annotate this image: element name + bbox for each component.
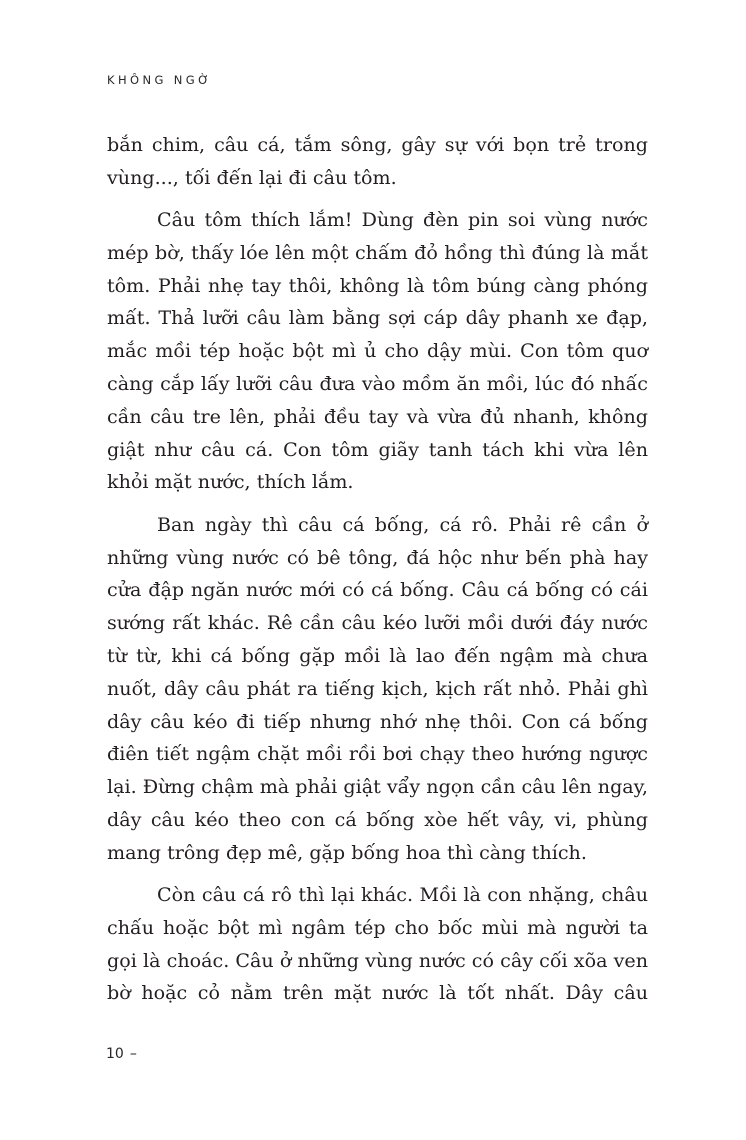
paragraph-goby-fishing: Ban ngày thì câu cá bống, cá rô. Phải rê cần ở những vùng nước có bê tông, đá hộc như bến phà hay cửa đập ngăn nước mới có cá bống. Câu cá bống có cái sướng rất khác. Rê cần câu kéo lưỡi mồi dưới đáy nước từ từ, khi cá bống gặp mồi là lao đến ngậm mà chưa nuốt, dây câu phát ra tiếng kịch, kịch rất nhỏ. Phải ghì dây câu kéo đi tiếp nhưng nhớ nhẹ thôi. Con cá bống điên tiết ngậm chặt mồi rồi bơi chạy theo hướng ngược lại. Đừng chậm mà phải giật vẩy ngọn cần câu lên ngay, dây câu kéo theo con cá bống xòe hết vây, vi, phùng mang trông đẹp mê, gặp bống hoa thì càng thích.: [107, 512, 648, 864]
paragraph-continuation: bắn chim, câu cá, tắm sông, gây sự với bọn trẻ trong vùng..., tối đến lại đi câu tôm.: [107, 133, 648, 189]
body-text: [107, 129, 648, 1020]
paragraph-shrimp-fishing: Câu tôm thích lắm! Dùng đèn pin soi vùng nước mép bờ, thấy lóe lên một chấm đỏ hồng thì đúng là mắt tôm. Phải nhẹ tay thôi, không là tôm búng càng phóng mất. Thả lưỡi câu làm bằng sợi cáp dây phanh xe đạp, mắc mồi tép hoặc bột mì ủ cho dậy mùi. Con tôm quơ càng cắp lấy lưỡi câu đưa vào mồm ăn mồi, lúc đó nhấc cần câu tre lên, phải đều tay và vừa đủ nhanh, không giật như câu cá. Con tôm giãy tanh tách khi vừa lên khỏi mặt nước, thích lắm.: [107, 208, 648, 494]
page-number-dash: –: [129, 1046, 137, 1062]
page-number: 10: [106, 1046, 124, 1062]
paragraph-perch-fishing: Còn câu cá rô thì lại khác. Mồi là con nhặng, châu chấu hoặc bột mì ngâm tép cho bốc mùi mà người ta gọi là choác. Câu ở những vùng nước có cây cối xõa ven bờ hoặc cỏ nằm trên mặt nước là tốt nhất. Dây câu: [107, 883, 648, 1005]
page-footer: [106, 1046, 137, 1062]
running-header-title: KHÔNG NGỜ: [107, 73, 213, 87]
